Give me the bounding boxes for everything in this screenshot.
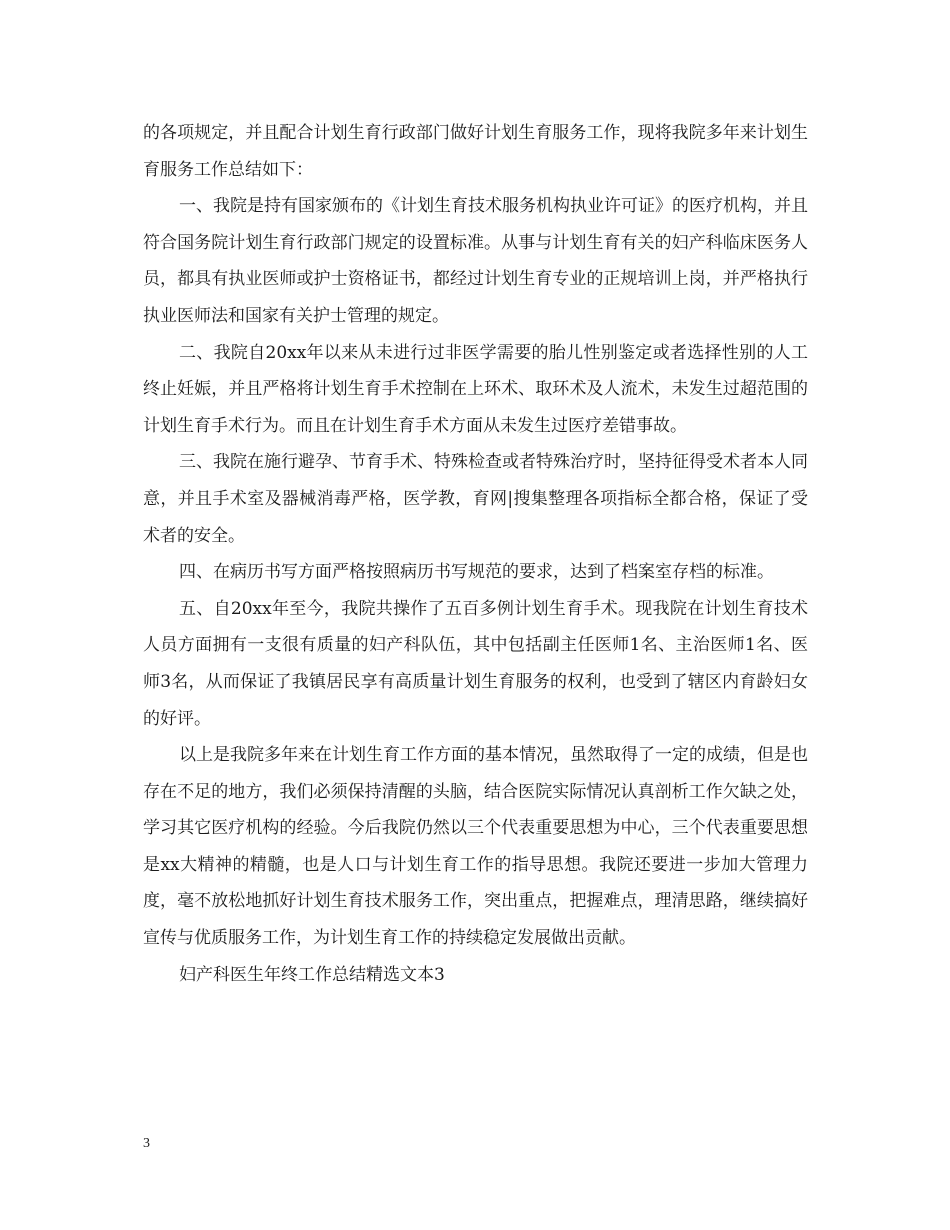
paragraph-item-3: 三、我院在施行避孕、节育手术、特殊检查或者特殊治疗时，坚持征得受术者本人同意，并且手术室及器械消毒严格，医学教，育网|搜集整理各项指标全都合格，保证了受术者的安全。	[143, 452, 808, 546]
paragraph-item-5: 五、自20xx年至今，我院共操作了五百多例计划生育手术。现我院在计划生育技术人员方面拥有一支很有质量的妇产科队伍，其中包括副主任医师1名、主治医师1名、医师3名，从而保证了我镇居民享有高质量计划生育服务的权利，也受到了辖区内育龄妇女的好评。	[143, 598, 808, 729]
document-body	[143, 115, 808, 993]
paragraph-item-2: 二、我院自20xx年以来从未进行过非医学需要的胎儿性别鉴定或者选择性别的人工终止妊娠，并且严格将计划生育手术控制在上环术、取环术及人流术，未发生过超范围的计划生育手术行为。而且在计划生育手术方面从未发生过医疗差错事故。	[143, 342, 808, 436]
paragraph-summary: 以上是我院多年来在计划生育工作方面的基本情况，虽然取得了一定的成绩，但是也存在不足的地方，我们必须保持清醒的头脑，结合医院实际情况认真剖析工作欠缺之处，学习其它医疗机构的经验。今后我院仍然以三个代表重要思想为中心，三个代表重要思想是xx大精神的精髓，也是人口与计划生育工作的指导思想。我院还要进一步加大管理力度，毫不放松地抓好计划生育技术服务工作，突出重点，把握难点，理清思路，继续搞好宣传与优质服务工作，为计划生育工作的持续稳定发展做出贡献。	[143, 745, 808, 949]
page-number: 3	[143, 1136, 150, 1151]
paragraph-item-1: 一、我院是持有国家颁布的《计划生育技术服务机构执业许可证》的医疗机构，并且符合国务院计划生育行政部门规定的设置标准。从事与计划生育有关的妇产科临床医务人员，都具有执业医师或护士资格证书，都经过计划生育专业的正规培训上岗，并严格执行执业医师法和国家有关护士管理的规定。	[143, 196, 808, 326]
paragraph-continuation: 的各项规定，并且配合计划生育行政部门做好计划生育服务工作，现将我院多年来计划生育服务工作总结如下：	[143, 123, 808, 180]
paragraph-item-4: 四、在病历书写方面严格按照病历书写规范的要求，达到了档案室存档的标准。	[179, 562, 774, 583]
section-heading: 妇产科医生年终工作总结精选文本3	[179, 964, 445, 985]
